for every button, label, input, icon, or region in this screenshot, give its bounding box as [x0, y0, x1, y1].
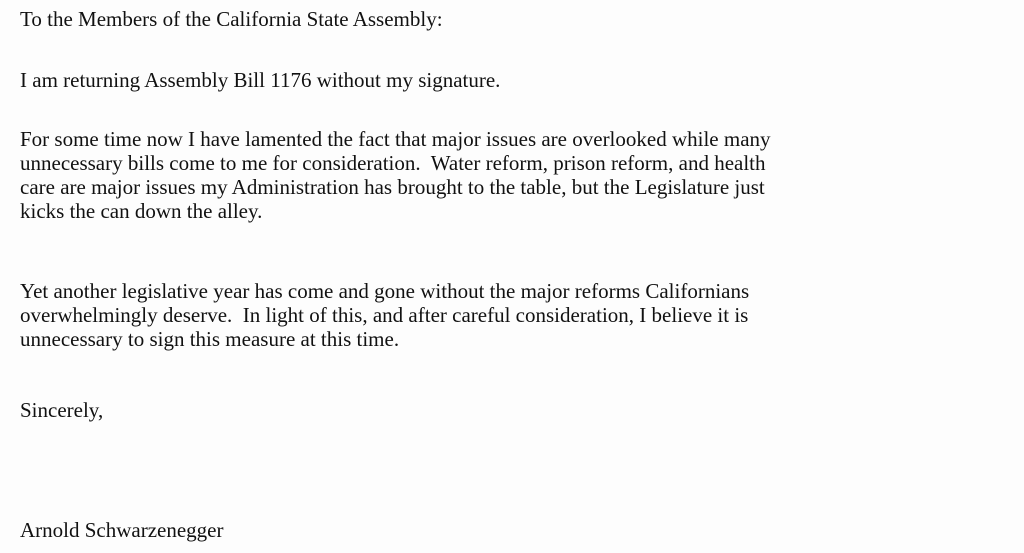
- paragraph-2-line: unnecessary bills come to me for consideration. Water reform, prison reform, and health: [20, 151, 766, 175]
- paragraph-3-line: Yet another legislative year has come and gone without the major reforms Californians: [20, 279, 750, 303]
- closing: Sincerely,: [20, 398, 104, 422]
- signatory-name: Arnold Schwarzenegger: [20, 518, 224, 542]
- paragraph-2-line: care are major issues my Administration has brought to the table, but the Legislature just: [20, 175, 765, 199]
- paragraph-2-line: kicks the can down the alley.: [20, 199, 263, 223]
- paragraph-2-line: For some time now I have lamented the fact that major issues are overlooked while many: [20, 127, 771, 151]
- paragraph-1: I am returning Assembly Bill 1176 without my signature.: [20, 68, 501, 92]
- paragraph-3-line: unnecessary to sign this measure at this time.: [20, 327, 400, 351]
- paragraph-2: [20, 127, 771, 223]
- salutation: To the Members of the California State Assembly:: [20, 7, 443, 31]
- paragraph-3-line: overwhelmingly deserve. In light of this, and after careful consideration, I believe it is: [20, 303, 749, 327]
- paragraph-3: [20, 279, 749, 351]
